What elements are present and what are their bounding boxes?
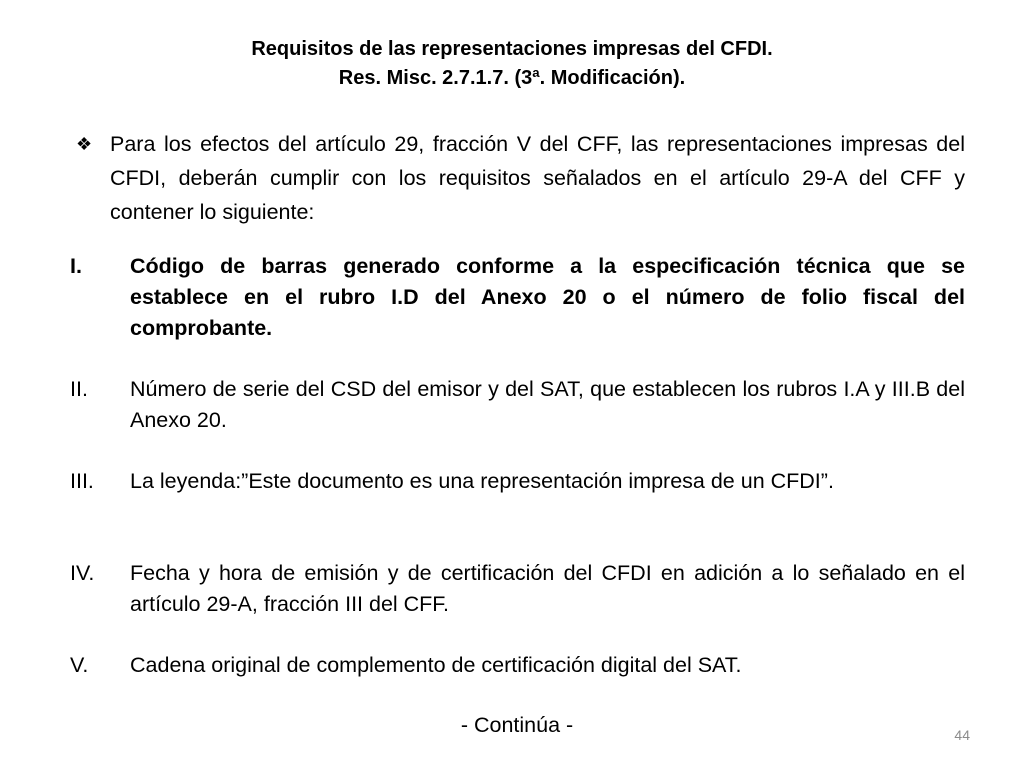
list-item-text: Código de barras generado conforme a la especificación técnica que se establece en el rubro I.D del Anexo 20 o el número de folio fiscal del comprobante. — [130, 254, 965, 340]
title-line-2: Res. Misc. 2.7.1.7. (3ª. Modificación). — [338, 67, 686, 89]
continua-label: - Continúa - — [460, 713, 574, 737]
title-line-1: Requisitos de las representaciones impresas del CFDI. — [251, 38, 773, 60]
list-item-text: Cadena original de complemento de certificación digital del SAT. — [130, 653, 742, 677]
list-item-number: IV. — [70, 561, 95, 585]
slide-title — [0, 35, 1024, 93]
diamond-bullet-icon: ❖ — [76, 134, 93, 154]
list-item-number: II. — [70, 377, 88, 401]
list-item-number: III. — [70, 469, 94, 493]
page-number: 44 — [954, 727, 970, 743]
list-item-number: I. — [70, 254, 82, 278]
list-item-number: V. — [70, 653, 89, 677]
bullet-text: Para los efectos del artículo 29, fracción V del CFF, las representaciones impresas del CFDI, deberán cumplir con los requisitos señalados en el artículo 29-A del CFF y contener lo siguiente: — [110, 132, 965, 224]
list-item-text: Fecha y hora de emisión y de certificación del CFDI en adición a lo señalado en el artículo 29-A, fracción III del CFF. — [130, 561, 965, 616]
list-item-text: La leyenda:”Este documento es una representación impresa de un CFDI”. — [130, 469, 834, 493]
list-item-text: Número de serie del CSD del emisor y del SAT, que establecen los rubros I.A y III.B del Anexo 20. — [130, 377, 965, 432]
